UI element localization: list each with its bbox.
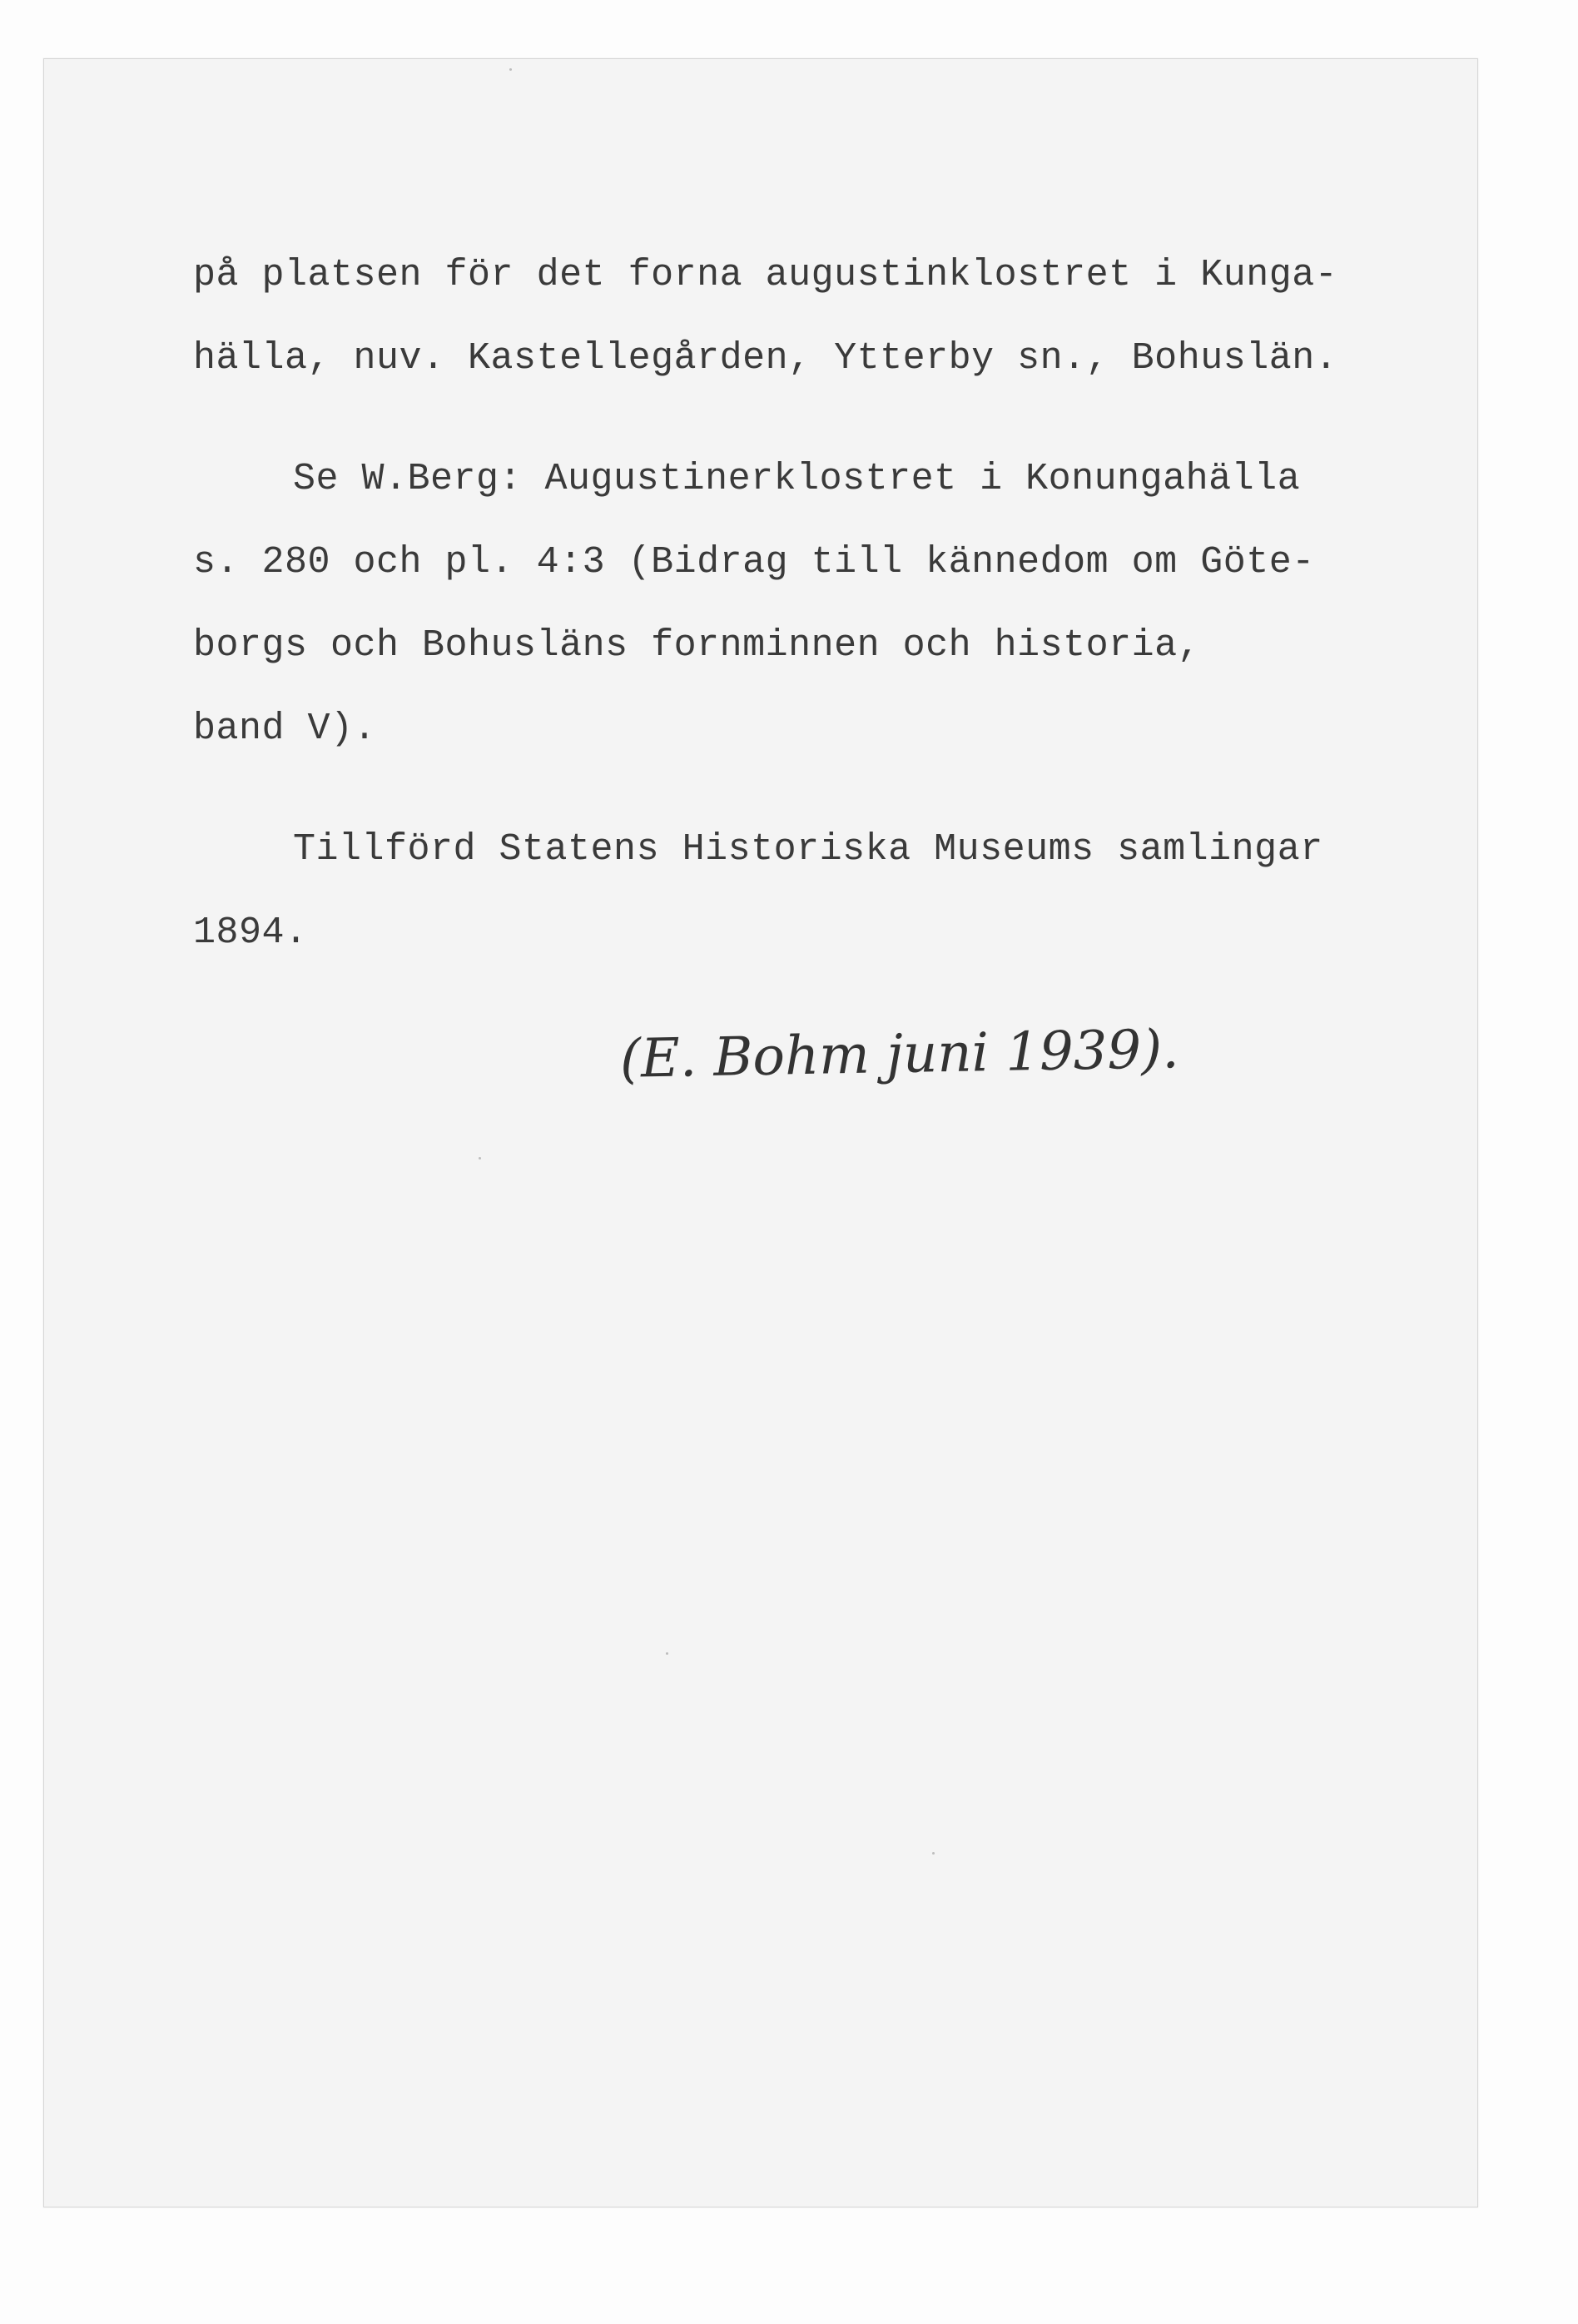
text-line: borgs och Bohusläns fornminnen och historia, xyxy=(193,624,1201,667)
text-line: band V). xyxy=(193,708,377,750)
text-line: på platsen för det forna augustinklostret i Kunga- xyxy=(193,254,1338,296)
paper-speck xyxy=(932,1852,935,1855)
text-line: s. 280 och pl. 4:3 (Bidrag till kännedom om Göte- xyxy=(193,541,1315,583)
paper-speck xyxy=(479,1157,481,1160)
paper-speck xyxy=(666,1652,668,1655)
handwritten-signature: (E. Bohm juni 1939). xyxy=(619,1019,1180,1090)
text-line: 1894. xyxy=(193,911,308,954)
text-line: Se W.Berg: Augustinerklostret i Konungahälla xyxy=(293,458,1301,500)
paper-speck xyxy=(509,68,512,71)
text-line: hälla, nuv. Kastellegården, Ytterby sn., Bohuslän. xyxy=(193,337,1338,380)
index-card xyxy=(43,58,1478,2207)
text-line: Tillförd Statens Historiska Museums samlingar xyxy=(293,828,1323,871)
